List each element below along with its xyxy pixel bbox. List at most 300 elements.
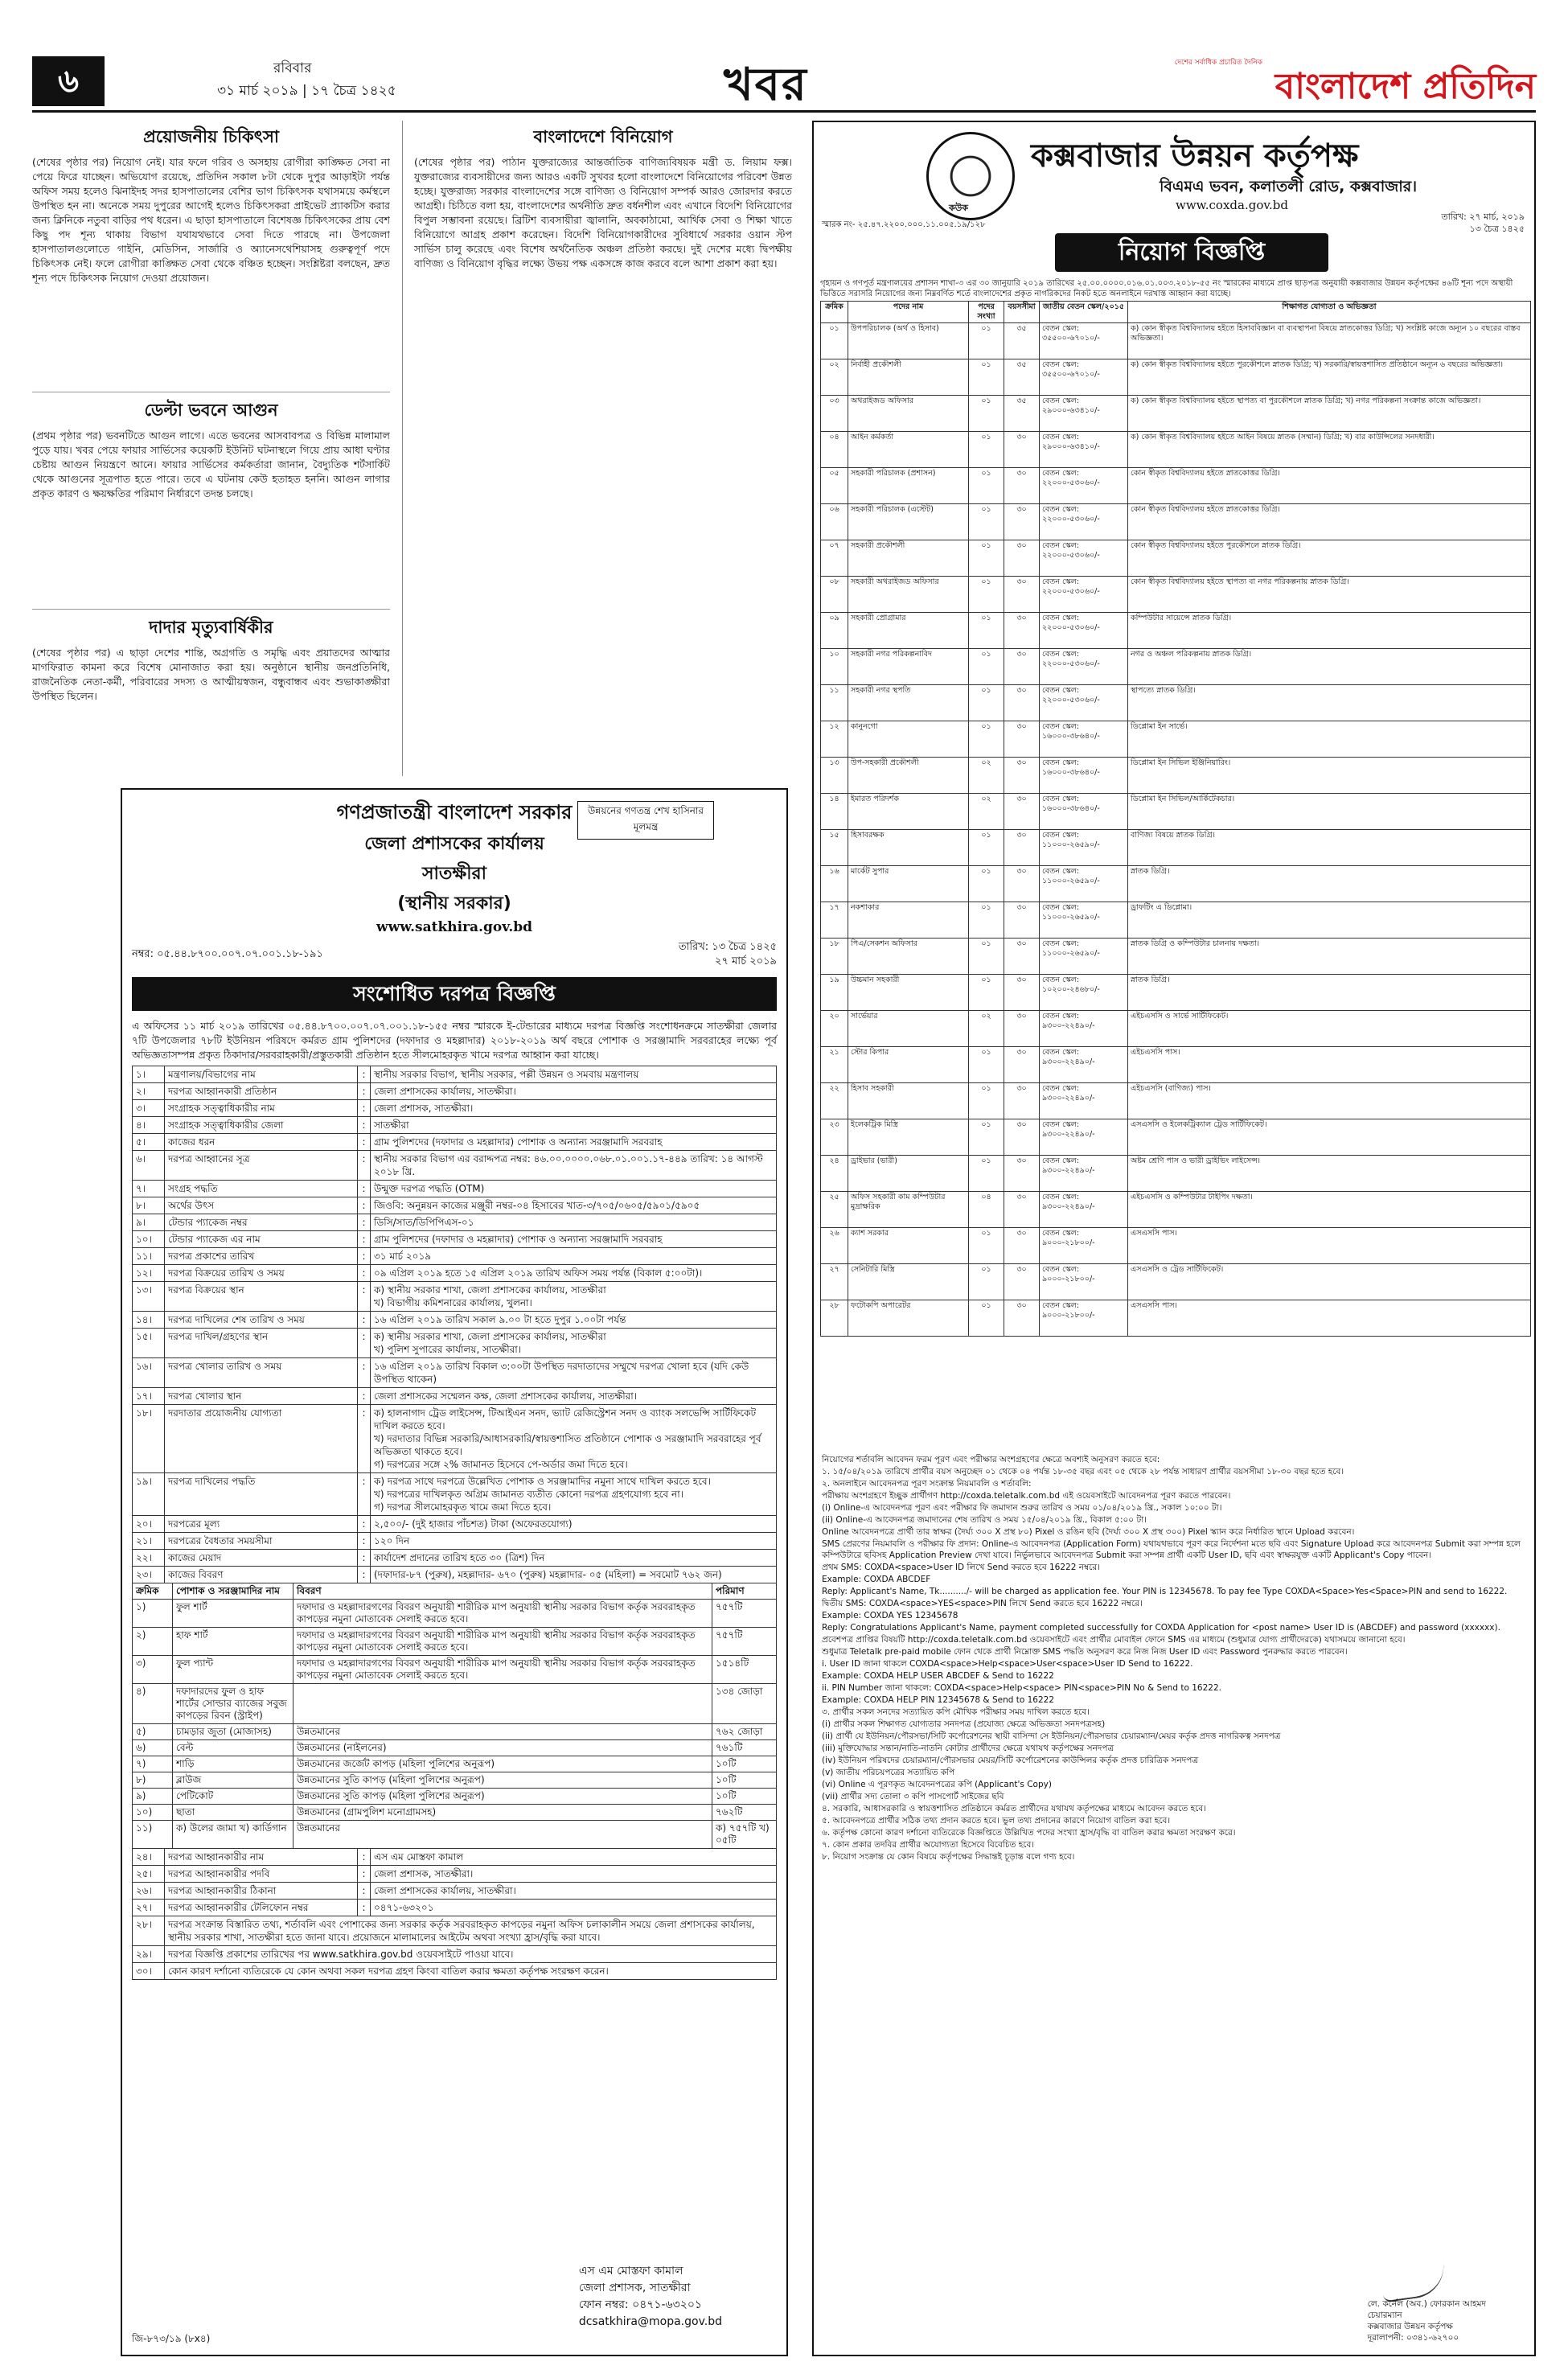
item-name: ক) উলের জামা খ) কার্ডিগান (173, 1821, 293, 1849)
items-header-cell: পরিমাণ (712, 1583, 777, 1600)
colon: : (358, 1550, 371, 1567)
row-key: কাজের বিবরণ (165, 1567, 358, 1583)
vacancy-age: ৩০ (1004, 468, 1040, 504)
vacancy-number: ১৩ (821, 758, 848, 794)
note-row (133, 1946, 777, 1963)
vacancy-post: উপ-সহকারী প্রকৌশলী (848, 758, 969, 794)
row-key: দরপত্রের বৈধতার সময়সীমা (165, 1533, 358, 1550)
signature-line: চেয়ারম্যান (1367, 2310, 1402, 2320)
row-value: ক) হালনাগাদ ট্রেড লাইসেন্স, টিআইএন সনদ, ভ্যাট রেজিস্ট্রেশন সনদ ও ব্যাংক সলভেন্সি সার্টিফিকেট দাখিল করতে হবে। খ) দরদাতার বিভিন্ন সরকারি/আধাসরকারি/স্বায়ত্তশাসিত প্রতিষ্ঠানে পোশাক ও সরঞ্জামাদি সরবরাহের পূর্ব অভিজ্ঞতা থাকতে হবে। গ) দরপত্রের সঙ্গে ২% জামানত হিসেবে পে-অর্ডার জমা দিতে হবে। (371, 1405, 777, 1473)
item-row (133, 1772, 777, 1789)
row-number: ১২। (133, 1265, 165, 1282)
item-number: ৯) (133, 1789, 173, 1805)
table-row (133, 1312, 777, 1329)
item-quantity: ৭৬২ জোড়া (712, 1724, 777, 1740)
item-quantity: ১৫১৪টি (712, 1656, 777, 1684)
vacancy-age: ৩০ (1004, 613, 1040, 649)
colon: : (358, 1329, 371, 1358)
vacancy-count: ০১ (969, 685, 1004, 721)
vacancy-count: ০১ (969, 1156, 1004, 1192)
vacancy-post: সহকারী প্রকৌশলী (848, 540, 969, 577)
condition-item: (ii) প্রার্থী যে ইউনিয়ন/পৌরসভা/সিটি কর্পোরেশনের স্থায়ী বাসিন্দা সে ইউনিয়ন/পৌরসভার চেয়ারম্যান/মেয়র কর্তৃক প্রদত্ত নাগরিকত্ব সনদপত্র (822, 1731, 1281, 1741)
vacancy-number: ১৫ (821, 830, 848, 866)
table-row (133, 1248, 777, 1265)
row-value: স্থানীয় সরকার বিভাগ এর বরাদ্দপত্র নম্বর: ৪৬.০০.০০০০.০৬৮.০১.০০১.১৭-৪৪৯ তারিখ: ১৪ আগস্ট ২০১৮ খ্রি. (371, 1151, 777, 1181)
masthead (32, 56, 1536, 113)
item-name: ছাতা (173, 1805, 293, 1821)
vacancy-header-cell: শিক্ষাগত যোগ্যতা ও অভিজ্ঞতা (1128, 302, 1531, 323)
vacancy-count: ০১ (969, 323, 1004, 359)
item-name: শাড়ি (173, 1756, 293, 1772)
vacancy-age: ৩০ (1004, 1300, 1040, 1337)
colon: : (358, 1405, 371, 1473)
row-number: ৩০। (133, 1963, 165, 1980)
vacancy-header-cell: ক্রমিক (821, 302, 848, 323)
colon: : (358, 1567, 371, 1583)
row-value: গ্রাম পুলিশদের (দফাদার ও মহল্লাদার) পোশাক ও অন্যান্য সরঞ্জামাদি সরবরাহ (371, 1231, 777, 1248)
table-row (133, 1231, 777, 1248)
colon: : (358, 1197, 371, 1214)
item-row (133, 1724, 777, 1740)
row-key: দরপত্র দাখিলের শেষ তারিখ ও সময় (165, 1312, 358, 1329)
vacancy-count: ০১ (969, 830, 1004, 866)
condition-item: ৬. কর্তৃপক্ষ কোনো কারণ দর্শানো ব্যতিরেকে বিজ্ঞপ্তিতে উল্লিখিত পদের সংখ্যা হ্রাস/বৃদ্ধি বা বাতিল করার ক্ষমতা সংরক্ষণ করে। (822, 1828, 1236, 1838)
condition-item: (vii) প্রার্থীর সদ্য তোলা ৩ কপি পাসপোর্ট সাইজের ছবি (822, 1792, 1004, 1801)
items-header-cell: ক্রমিক (133, 1583, 173, 1600)
signature-line: ফোন নম্বর: ০৪৭১-৬৩২০১ (578, 2298, 703, 2311)
vacancy-post: ইমারত পরিদর্শক (848, 794, 969, 830)
vacancy-qualification: ডিপ্লোমা ইন সিভিল/আর্কিটেকচার। (1128, 794, 1531, 830)
condition-item: Reply: Applicant's Name, Tk........../- will be charged as application fee. Your PIN is 12345678. To pay fee Type COXDA<Space>Yes<Space>PIN and send to 16222. (822, 1587, 1508, 1596)
coxda-title: কক্সবাজার উন্নয়ন কর্তৃপক্ষ (1031, 138, 1359, 175)
note-text: কোন কারণ দর্শানো ব্যতিরেকে যে কোন অথবা সকল দরপত্র গ্রহণ কিংবা বাতিল করার ক্ষমতা কর্তৃপক্ষ সংরক্ষণ করেন। (165, 1963, 777, 1980)
vacancy-scale: বেতন স্কেল: ২২০০০-৫৩০৬০/- (1040, 649, 1128, 685)
vacancy-age: ৩০ (1004, 830, 1040, 866)
vacancy-number: ০৭ (821, 540, 848, 577)
vacancy-scale: বেতন স্কেল: ১৬০০০-৩৮৬৪০/- (1040, 794, 1128, 830)
vacancy-number: ০৩ (821, 396, 848, 432)
vacancy-count: ০১ (969, 902, 1004, 939)
vacancy-number: ২৩ (821, 1119, 848, 1156)
vacancy-age: ৩০ (1004, 1156, 1040, 1192)
condition-item: ৩. প্রার্থীর সকল সনদের সত্যায়িত কপি মৌখিক পরীক্ষার সময় দাখিল করতে হবে। (822, 1707, 1090, 1717)
vacancy-row (821, 1119, 1531, 1156)
vacancy-qualification: এসএসসি পাস। (1128, 1300, 1531, 1337)
vacancy-post: উপপরিচালক (অর্থ ও হিসাব) (848, 323, 969, 359)
vacancy-age: ৩০ (1004, 975, 1040, 1011)
vacancy-count: ০১ (969, 939, 1004, 975)
vacancy-scale: বেতন স্কেল: ৯০০০-২১৮০০/- (1040, 1264, 1128, 1300)
vacancy-row (821, 902, 1531, 939)
item-quantity: ১৩৪ জোড়া (712, 1684, 777, 1724)
colon: : (358, 1214, 371, 1231)
vacancy-qualification: এসএসসি ও ট্রেড সার্টিফিকেট। (1128, 1264, 1531, 1300)
item-number: ২) (133, 1628, 173, 1656)
item-number: ৬) (133, 1740, 173, 1756)
vacancy-qualification: স্নাতক ডিগ্রি ও কম্পিউটার চালনায় দক্ষতা। (1128, 939, 1531, 975)
vacancy-scale: বেতন স্কেল: ১৬০০০-৩৮৬৪০/- (1040, 721, 1128, 758)
item-name: পেটিকোট (173, 1789, 293, 1805)
vacancy-qualification: স্নাতক ডিগ্রি। (1128, 866, 1531, 902)
condition-item: Online আবেদনপত্রে প্রার্থী তার স্বাক্ষর (দৈর্ঘ্য ৩০০ X প্রস্থ ৮০) Pixel ও রঙিন ছবি (দৈর্ঘ্য ৩০০ X প্রস্থ ৩০০) Pixel স্ক্যান করে নির্ধারিত স্থানে Upload করবেন। (822, 1527, 1355, 1537)
news-column-left (32, 121, 390, 776)
article-title: ডেল্টা ভবনে আগুন (32, 392, 390, 425)
news-column-middle (414, 121, 792, 776)
row-key: সংগ্রহ পদ্ধতি (165, 1181, 358, 1197)
logo-text: কউক (949, 203, 968, 213)
vacancy-qualification: বাণিজ্য বিষয়ে স্নাতক ডিগ্রি। (1128, 830, 1531, 866)
vacancy-qualification: এইচএসসি (বাণিজ্য) পাস। (1128, 1083, 1531, 1119)
colon: : (358, 1117, 371, 1134)
condition-item: পরীক্ষায় অংশগ্রহণে ইচ্ছুক প্রার্থীগণ http://coxda.teletalk.com.bd এই ওয়েবসাইটে আবেদনপত্র পূরণ করতে পারবেন। (822, 1491, 1231, 1501)
table-row (133, 1405, 777, 1473)
table-row (133, 1181, 777, 1197)
row-key: দরপত্র দাখিলের পদ্ধতি (165, 1473, 358, 1516)
condition-item: প্রবেশপত্র প্রাপ্তির বিষয়টি http://coxda.teletalk.com.bd ওয়েবসাইটে এবং প্রার্থীর মোবাইল ফোনে SMS এর মাধ্যমে (শুধুমাত্র যোগ্য প্রার্থীদেরকে) যথাসময়ে জানানো হবে। (822, 1635, 1406, 1645)
row-key: দরপত্র আহ্বানকারীর ঠিকানা (165, 1883, 358, 1900)
row-value: জেলা প্রশাসকের সম্মেলন কক্ষ, জেলা প্রশাসকের কার্যালয়, সাতক্ষীরা। (371, 1388, 777, 1405)
row-number: ২২। (133, 1550, 165, 1567)
colon: : (358, 1358, 371, 1388)
vacancy-row (821, 577, 1531, 613)
row-number: ৭। (133, 1181, 165, 1197)
notice-government: গণপ্রজাতন্ত্রী বাংলাদেশ সরকার (336, 801, 573, 824)
vacancy-number: ১৪ (821, 794, 848, 830)
vacancy-scale: বেতন স্কেল: ৩৫৫০০-৬৭০১০/- (1040, 359, 1128, 396)
condition-item: ৭. কোন প্রকার তদবির প্রার্থীর অযোগ্যতা হিসেবে বিবেচিত হবে। (822, 1840, 1035, 1850)
row-key: দরপত্রের মূল্য (165, 1516, 358, 1533)
row-value: ডিসি/সাত/ডিপিপিএস-০১ (371, 1214, 777, 1231)
item-description: উন্নতমানের সুতি কাপড় (মহিলা পুলিশের অনুরূপ) (293, 1789, 712, 1805)
vacancy-qualification: ক) কোন স্বীকৃত বিশ্ববিদ্যালয় হইতে হিসাববিজ্ঞান বা ব্যবস্থাপনা বিষয়ে স্নাতকোত্তর ডিগ্রি; খ) সংশ্লিষ্ট কাজে অন্যূন ১০ বছরের বাস্তব অভিজ্ঞতা। (1128, 323, 1531, 359)
condition-item: (i) প্রার্থীর সকল শিক্ষাগত যোগ্যতার সনদপত্র (প্রযোজ্য ক্ষেত্রে অভিজ্ঞতা সনদপত্রসহ) (822, 1719, 1106, 1729)
condition-item: (ii) Online-এ আবেদনপত্র জমাদানের শেষ তারিখ ও সময় ১৫/০৪/২০১৯ খ্রি., বিকাল ৫:০০ টা। (822, 1515, 1147, 1525)
item-number: ১১) (133, 1821, 173, 1849)
vacancy-age: ৩০ (1004, 1192, 1040, 1228)
row-value: স্থানীয় সরকার বিভাগ, স্থানীয় সরকার, পল্লী উন্নয়ন ও সমবায় মন্ত্রণালয় (371, 1066, 777, 1083)
vacancy-row (821, 721, 1531, 758)
vacancy-age: ৩৫ (1004, 323, 1040, 359)
row-key: দরদাতার প্রয়োজনীয় যোগ্যতা (165, 1405, 358, 1473)
table-row (133, 1567, 777, 1583)
vacancy-number: ২৬ (821, 1228, 848, 1264)
item-name: হাফ শার্ট (173, 1628, 293, 1656)
colon: : (358, 1282, 371, 1312)
contact-row (133, 1883, 777, 1900)
vacancy-count: ০১ (969, 1264, 1004, 1300)
condition-item: i. User ID জানা থাকলে COXDA<space>Help<space>User<space>User ID Send to 16222. (822, 1659, 1193, 1669)
note-row (133, 1963, 777, 1980)
row-key: টেন্ডার প্যাকেজ নম্বর (165, 1214, 358, 1231)
item-number: ১) (133, 1600, 173, 1628)
colon: : (358, 1100, 371, 1117)
item-row (133, 1740, 777, 1756)
item-row (133, 1805, 777, 1821)
item-number: ৫) (133, 1724, 173, 1740)
row-number: ২১। (133, 1533, 165, 1550)
items-header-cell: বিবরণ (293, 1583, 712, 1600)
condition-item: (vi) Online এ পূরণকৃত আবেদনপত্রের কপি (Applicant's Copy) (822, 1780, 1052, 1789)
vacancy-scale: বেতন স্কেল: ২২০০০-৫৩০৬০/- (1040, 577, 1128, 613)
vacancy-qualification: এসএসসি ও ইলেকট্রিক্যাল ট্রেড সার্টিফিকেট। (1128, 1119, 1531, 1156)
item-name: বেল্ট (173, 1740, 293, 1756)
colon: : (358, 1151, 371, 1181)
vacancy-age: ৩০ (1004, 721, 1040, 758)
table-row (133, 1358, 777, 1388)
row-number: ১। (133, 1066, 165, 1083)
vacancy-number: ০৪ (821, 432, 848, 468)
row-value: ১৬ এপ্রিল ২০১৯ তারিখ বিকাল ৩:০০টা উপস্থিত দরদাতাদের সম্মুখে দরপত্র খোলা হবে (যদি কেউ উপস্থিত থাকেন) (371, 1358, 777, 1388)
coxda-website: www.coxda.gov.bd (1176, 198, 1289, 212)
vacancy-row (821, 794, 1531, 830)
item-quantity: ১০টি (712, 1789, 777, 1805)
note-text: দরপত্র সংক্রান্ত বিস্তারিত তথ্য, শর্তাবলি এবং পোশাকের জন্য সরকার কর্তৃক সরবরাহকৃত কাপড়ের নমুনা অফিস চলাকালীন সময়ে জেলা প্রশাসকের কার্যালয়, স্থানীয় সরকার শাখা, সাতক্ষীরা হতে জানা যাবে। প্রয়োজনে মালামালের আইটেম অথবা সংখ্যা হ্রাস/বৃদ্ধি করা যাবে। (165, 1916, 777, 1946)
item-number: ৮) (133, 1772, 173, 1789)
vacancy-count: ০২ (969, 794, 1004, 830)
row-key: দরপত্র বিক্রয়ের তারিখ ও সময় (165, 1265, 358, 1282)
vacancy-scale: বেতন স্কেল: ৯৩০০-২২৪৯০/- (1040, 1011, 1128, 1047)
vacancy-number: ২২ (821, 1083, 848, 1119)
row-value: ২,৫০০/- (দুই হাজার পাঁচশত) টাকা (অফেরতযোগ্য) (371, 1516, 777, 1533)
row-key: দরপত্র আহ্বানকারী প্রতিষ্ঠান (165, 1083, 358, 1100)
memo-row (122, 940, 786, 972)
coxda-signature-block (1368, 2298, 1486, 2343)
vacancy-count: ০১ (969, 721, 1004, 758)
coxda-address: বিএমএ ভবন, কলাতলী রোড, কক্সবাজার। (1160, 178, 1417, 195)
row-key: দরপত্র খোলার স্থান (165, 1388, 358, 1405)
coxda-banner: নিয়োগ বিজ্ঞপ্তি (1055, 233, 1328, 272)
vacancy-qualification: ক) কোন স্বীকৃত বিশ্ববিদ্যালয় হইতে পুরকৌশলে স্নাতক ডিগ্রি; খ) সরকারি/স্বায়ত্তশাসিত প্রতিষ্ঠানে অন্যূন ৬ বছরের অভিজ্ঞতা। (1128, 359, 1531, 396)
vacancy-number: ০১ (821, 323, 848, 359)
vacancy-row (821, 758, 1531, 794)
vacancy-row (821, 1228, 1531, 1264)
row-value: ০৪৭১-৬৩২০১ (371, 1900, 777, 1916)
item-name: দফাদারদের ফুল ও হাফ শার্টের সোল্ডার ব্যাজের সবুজ কাপড়ের রিবন (স্ট্রাইপ) (173, 1684, 293, 1724)
condition-item: Example: COXDA HELP PIN 12345678 & Send to 16222 (822, 1695, 1055, 1705)
table-row (133, 1388, 777, 1405)
vacancy-age: ৩০ (1004, 432, 1040, 468)
vacancy-scale: বেতন স্কেল: ৯৩০০-২২৪৯০/- (1040, 1192, 1128, 1228)
colon: : (358, 1388, 371, 1405)
condition-item: দ্বিতীয় SMS: COXDA<space>YES<space>PIN লিখে Send করতে হবে 16222 নম্বরে। (822, 1599, 1143, 1608)
row-number: ১৫। (133, 1329, 165, 1358)
item-row (133, 1684, 777, 1724)
coxda-intro: গৃহায়ন ও গণপূর্ত মন্ত্রণালয়ের প্রশাসন শাখা-৩ এর ৩০ জানুয়ারি ২০১৯ তারিখের ২৫.০০.০০০০.০১৬.০১.০০৩.২০১৮-৫৫ নং স্মারকের মাধ্যমে প্রাপ্ত ছাড়পত্র অনুযায়ী কক্সবাজার উন্নয়ন কর্তৃপক্ষের ৪৬টি শূন্য পদে অস্থায়ী ভিত্তিতে সরাসরি নিয়োগের জন্য নিম্নবর্ণিত শর্তে বাংলাদেশের প্রকৃত নাগরিকদের নিকট হতে অনলাইনে দরখাস্ত আহ্বান করা যাচ্ছে। (820, 279, 1513, 298)
vacancy-count: ০১ (969, 866, 1004, 902)
vacancy-scale: বেতন স্কেল: ১১০০০-২৬৫৯০/- (1040, 866, 1128, 902)
row-number: ২০। (133, 1516, 165, 1533)
row-value: ক) স্থানীয় সরকার শাখা, জেলা প্রশাসকের কার্যালয়, সাতক্ষীরা খ) বিভাগীয় কমিশনারের কার্যালয়, খুলনা। (371, 1282, 777, 1312)
colon: : (358, 1849, 371, 1866)
row-value: ৩১ মার্চ ২০১৯ (371, 1248, 777, 1265)
vacancy-row (821, 830, 1531, 866)
vacancy-count: ০১ (969, 1228, 1004, 1264)
table-row (133, 1066, 777, 1083)
item-description: দফাদার ও মহল্লাদারগণের বিবরণ অনুযায়ী শারীরিক মাপ অনুযায়ী স্থানীয় সরকার বিভাগ কর্তৃক সরবরাহকৃত কাপড়ের নমুনা মোতাবেক সেলাই করতে হবে। (293, 1656, 712, 1684)
row-value: (দফাদার-৮৭ (পুরুষ), মহল্লাদার- ৬৭০ (পুরুষ) মহল্লাদার- ০৫ (মহিলা) = সবমোট ৭৬২ জন) (371, 1567, 777, 1583)
vacancy-age: ৩০ (1004, 1083, 1040, 1119)
page-number: ৬ (32, 56, 105, 106)
vacancy-number: ০৫ (821, 468, 848, 504)
condition-item: শুধুমাত্র Teletalk pre-paid mobile ফোন থেকে প্রার্থী নিম্নোক্ত SMS পদ্ধতি অনুসরণ করে নিজ নিজ User ID এবং Password পুনরুদ্ধার করতে পারবেন। (822, 1647, 1348, 1657)
notice-banner: সংশোধিত দরপত্র বিজ্ঞপ্তি (132, 977, 777, 1011)
condition-item: Example: COXDA ABCDEF (822, 1575, 931, 1584)
item-description: দফাদার ও মহল্লাদারগণের বিবরণ অনুযায়ী শারীরিক মাপ অনুযায়ী স্থানীয় সরকার বিভাগ কর্তৃক সরবরাহকৃত কাপড়ের নমুনা মোতাবেক সেলাই করতে হবে। (293, 1628, 712, 1656)
vacancy-scale: বেতন স্কেল: ১১০০০-২৬৫৯০/- (1040, 830, 1128, 866)
row-number: ৬। (133, 1151, 165, 1181)
vacancy-age: ৩০ (1004, 939, 1040, 975)
contacts-table (132, 1848, 777, 1916)
row-value: ১২০ দিন (371, 1533, 777, 1550)
item-quantity: ৭৬১টি (712, 1740, 777, 1756)
item-number: ১০) (133, 1805, 173, 1821)
vacancy-scale: বেতন স্কেল: ১১০০০-২৬৫৯০/- (1040, 902, 1128, 939)
vacancy-post: আইন কর্মকর্তা (848, 432, 969, 468)
vacancy-row (821, 1264, 1531, 1300)
item-description: উন্নতমানের সুতি কাপড় (মহিলা পুলিশের অনুরূপ) (293, 1772, 712, 1789)
vacancy-qualification: স্থাপত্যে স্নাতক ডিগ্রি। (1128, 685, 1531, 721)
vacancy-post: সার্ভেয়ার (848, 1011, 969, 1047)
row-key: কাজের মেয়াদ (165, 1550, 358, 1567)
item-description: উন্নতমানের (গ্রামপুলিশ মনোগ্রামসহ) (293, 1805, 712, 1821)
table-row (133, 1265, 777, 1282)
vacancy-post: স্টোর কিপার (848, 1047, 969, 1083)
row-number: ১০। (133, 1231, 165, 1248)
row-key: দরপত্র আহ্বানকারীর নাম (165, 1849, 358, 1866)
colon: : (358, 1516, 371, 1533)
item-description: উন্নতমানের জর্জেট কাপড় (মহিলা পুলিশের অনুরূপ) (293, 1756, 712, 1772)
vacancy-post: কানুনগো (848, 721, 969, 758)
notice-intro: এ অফিসের ১১ মার্চ ২০১৯ তারিখের ০৫.৪৪.৮৭০০.০০৭.০৭.০০১.১৮-১৫৫ নম্বর স্মারকে ই-টেন্ডারের মাধ্যমে দরপত্র বিজ্ঞপ্তি সংশোধনক্রমে সাতক্ষীরা জেলার ৭টি উপজেলার ৭৮টি ইউনিয়ন পরিষদে কর্মরত গ্রাম পুলিশদের (দফাদার ও মহল্লাদার) ২০১৮-২০১৯ অর্থ বছরে পোশাক ও সরঞ্জামাদি সরবরাহের লক্ষ্যে পূর্ব অভিজ্ঞতাসম্পন্ন প্রকৃত ঠিকাদার/সরবরাহকারী/প্রস্তুতকারী প্রতিষ্ঠান হতে সীলমোহরকৃত খামে দরপত্র আহ্বান করা যাচ্ছে। (132, 1020, 777, 1061)
masthead-day: রবিবার (273, 60, 312, 76)
colon: : (358, 1533, 371, 1550)
paper-logo: বাংলাদেশ প্রতিদিন (1275, 66, 1536, 107)
vacancy-header-cell: বয়সসীমা (1004, 302, 1040, 323)
vacancy-scale: বেতন স্কেল: ২২০০০-৫৩০৬০/- (1040, 504, 1128, 540)
vacancy-scale: বেতন স্কেল: ২৯০০০-৬৩৪১০/- (1040, 396, 1128, 432)
row-value: ক) দরপত্র সাথে দরপত্রে উল্লেখিত পোশাক ও সরঞ্জামাদির নমুনা সাথে দাখিল করতে হবে। খ) দরপত্রের দাখিলকৃত অগ্রিম জামানত ব্যতীত কোনো দরপত্র গ্রহণযোগ্য হবে না। গ) দরপত্র সীলমোহরকৃত খামে জমা দিতে হবে। (371, 1473, 777, 1516)
vacancy-post: সহকারী প্রোগ্রামার (848, 613, 969, 649)
article-body: (শেষের পৃষ্ঠার পর) এ ছাড়া দেশের শান্তি, অগ্রগতি ও সমৃদ্ধি এবং প্রয়াতদের আত্মার মাগফিরাত কামনা করে বিশেষ মোনাজাত করা হয়। অনুষ্ঠানে স্থানীয় জনপ্রতিনিধি, রাজনৈতিক নেতা-কর্মী, পরিবারের সদস্য ও আত্মীয়স্বজন, বন্ধুবান্ধব এবং শুভাকাঙ্ক্ষীরা উপস্থিত ছিলেন। (32, 647, 390, 702)
condition-item: ৮. নিয়োগ সংক্রান্ত যে কোন বিষয়ে কর্তৃপক্ষের সিদ্ধান্তই চূড়ান্ত বলে গণ্য হবে। (822, 1852, 1075, 1862)
row-number: ১৮। (133, 1405, 165, 1473)
vacancy-count: ০১ (969, 613, 1004, 649)
memo-date: তারিখ: ১৩ চৈত্র ১৪২৫ ২৭ মার্চ ২০১৯ (678, 941, 777, 967)
vacancy-row (821, 432, 1531, 468)
vacancy-qualification: কোন স্বীকৃত বিশ্ববিদ্যালয় হইতে স্নাতকোত্তর ডিগ্রি। (1128, 504, 1531, 540)
vacancy-header-cell: পদের সংখ্যা (969, 302, 1004, 323)
item-row (133, 1656, 777, 1684)
vacancy-count: ০১ (969, 468, 1004, 504)
vacancy-number: ১৯ (821, 975, 848, 1011)
vacancy-qualification: নগর ও অঞ্চল পরিকল্পনায় স্নাতক ডিগ্রি। (1128, 649, 1531, 685)
vacancy-post: ড্রাইভার (ভারী) (848, 1156, 969, 1192)
vacancy-qualification: স্নাতক ডিগ্রি। (1128, 975, 1531, 1011)
vacancy-scale: বেতন স্কেল: ২৯০০০-৬৩৪১০/- (1040, 432, 1128, 468)
vacancy-table (820, 301, 1531, 1337)
item-number: ৩) (133, 1656, 173, 1684)
row-key: দরপত্র আহ্বানের সূত্র (165, 1151, 358, 1181)
item-quantity: ক) ৭৫৭টি খ) ০৫টি (712, 1821, 777, 1849)
vacancy-age: ৩০ (1004, 1228, 1040, 1264)
item-row (133, 1628, 777, 1656)
signature-block (579, 2263, 722, 2331)
vacancy-count: ০১ (969, 396, 1004, 432)
row-number: ১৬। (133, 1358, 165, 1388)
vacancy-post: মার্কেট সুপার (848, 866, 969, 902)
signature-line: কক্সবাজার উন্নয়ন কর্তৃপক্ষ (1367, 2322, 1453, 2331)
row-number: ১৪। (133, 1312, 165, 1329)
vacancy-row (821, 1192, 1531, 1228)
vacancy-scale: বেতন স্কেল: ৯৩০০-২২৪৯০/- (1040, 1156, 1128, 1192)
vacancy-age: ৩০ (1004, 1119, 1040, 1156)
vacancy-row (821, 1156, 1531, 1192)
vacancy-scale: বেতন স্কেল: ৯৩০০-২২৪৯০/- (1040, 1047, 1128, 1083)
items-header-row (133, 1583, 777, 1600)
article-body: (শেষের পৃষ্ঠার পর) নিয়োগ নেই। যার ফলে গরিব ও অসহায় রোগীরা কাঙ্ক্ষিত সেবা না পেয়ে ফিরে যাচ্ছেন। অভিযোগ রয়েছে, প্রতিদিন সকাল ৮টা থেকে দুপুর আড়াইটা পর্যন্ত অফিস সময় হলেও ঝিনাইদহ সদর হাসপাতালের বেশির ভাগ চিকিৎসক যথাসময়ে কর্মস্থলে উপস্থিত হন না। অনেকে সময় দুপুরের আগেই হলেও চিকিৎসকরা প্রাইভেট প্র্যাকটিস করার জন্য ক্লিনিকে নতুবা বাড়ির পথ ধরেন। এ ছাড়া হাসপাতালে বিশেষজ্ঞ চিকিৎসকের প্রায় বেশ কিছু পদ শূন্য থাকায় বিভাগ যথাযথভাবে সেবা দিতে পারছে না। উপজেলা হাসপাতালগুলোতে গাইনি, মেডিসিন, সার্জারি ও অ্যানেসথেশিয়াসহ গুরুত্বপূর্ণ পদে চিকিৎসক নেই। ফলে রোগীরা কাঙ্ক্ষিত সেবা থেকে বঞ্চিত হচ্ছেন। সংশ্লিষ্টরা বলছেন, দ্রুত শূন্য পদে চিকিৎসক নিয়োগ দেওয়া প্রয়োজন। (32, 156, 390, 284)
vacancy-number: ১৬ (821, 866, 848, 902)
vacancy-row (821, 504, 1531, 540)
table-row (133, 1329, 777, 1358)
vacancy-age: ৩০ (1004, 540, 1040, 577)
row-number: ৮। (133, 1197, 165, 1214)
row-value: জেলা প্রশাসক, সাতক্ষীরা। (371, 1100, 777, 1117)
row-value: জেলা প্রশাসক, সাতক্ষীরা। (371, 1866, 777, 1883)
vacancy-age: ৩৫ (1004, 396, 1040, 432)
article-title: প্রয়োজনীয় চিকিৎসা (143, 127, 279, 146)
vacancy-qualification: এইচএসসি ও সার্ভে সার্টিফিকেট। (1128, 1011, 1531, 1047)
vacancy-row (821, 1083, 1531, 1119)
vacancy-qualification: এসএসসি পাস। (1128, 1228, 1531, 1264)
vacancy-count: ০১ (969, 1300, 1004, 1337)
signature-icon (1380, 2262, 1448, 2303)
vacancy-row (821, 468, 1531, 504)
row-number: ১৩। (133, 1282, 165, 1312)
vacancy-qualification: ডিপ্লোমা ইন সিভিল ইঞ্জিনিয়ারিং। (1128, 758, 1531, 794)
note-row (133, 1916, 777, 1946)
item-number: ৭) (133, 1756, 173, 1772)
row-number: ২৩। (133, 1567, 165, 1583)
row-value: ১৬ এপ্রিল ২০১৯ তারিখ সকাল ৯.০০ টা হতে দুপুর ১.০০টা পর্যন্ত (371, 1312, 777, 1329)
vacancy-post: নির্বাহী প্রকৌশলী (848, 359, 969, 396)
colon: : (358, 1883, 371, 1900)
signature-line: লে. কর্নেল (অব.) ফোরকান আহমদ (1367, 2299, 1486, 2309)
vacancy-age: ৩০ (1004, 504, 1040, 540)
article-title: বাংলাদেশে বিনিয়োগ (533, 127, 673, 146)
colon: : (358, 1231, 371, 1248)
vacancy-age: ৩০ (1004, 758, 1040, 794)
condition-item: ১. ১৫/০৪/২০১৯ তারিখে প্রার্থীর বয়স অনুচ্ছেদ ০১ থেকে ০৪ পর্যন্ত ১৮-৩৫ বছর এবং ০৫ থেকে ২৮ পর্যন্ত সাধারণ প্রার্থীর বয়সসীমা ১৮-৩০ বছর হতে হবে। (822, 1467, 1344, 1477)
row-number: ২৪। (133, 1849, 165, 1866)
table-row (133, 1473, 777, 1516)
vacancy-post: হিসাব সহকারী (848, 1083, 969, 1119)
vacancy-row (821, 649, 1531, 685)
row-value: জিওবি: অনুন্নয়ন কাজের মঞ্জুরী নম্বর-০৪ হিসাবের খাত-৩/৭০৫/০৬০৫/৫৯০১/৫৯০৫ (371, 1197, 777, 1214)
vacancy-post: ইলেকট্রিক মিস্ত্রি (848, 1119, 969, 1156)
item-quantity: ৭৫৭টি (712, 1628, 777, 1656)
article-title: দাদার মৃত্যুবার্ষিকীর (32, 609, 390, 643)
vacancy-scale: বেতন স্কেল: ২২০০০-৫৩০৬০/- (1040, 540, 1128, 577)
item-description: উন্নতমানের (নাইলনের) (293, 1740, 712, 1756)
vacancy-row (821, 1300, 1531, 1337)
vacancy-post: সেনিটারি মিস্ত্রি (848, 1264, 969, 1300)
vacancy-count: ০১ (969, 975, 1004, 1011)
vacancy-scale: বেতন স্কেল: ১৬০০০-৩৮৬৪০/- (1040, 758, 1128, 794)
condition-item: (i) Online-এ আবেদনপত্র পূরণ এবং পরীক্ষার ফি জমাদান শুরুর তারিখ ও সময় ০১/০৪/২০১৯ খ্রি., সকাল ১০:০০ টা। (822, 1503, 1222, 1513)
vacancy-post: সহকারী নগর স্থপতি (848, 685, 969, 721)
vacancy-age: ৩০ (1004, 685, 1040, 721)
item-quantity: ৭৫৭টি (712, 1600, 777, 1628)
